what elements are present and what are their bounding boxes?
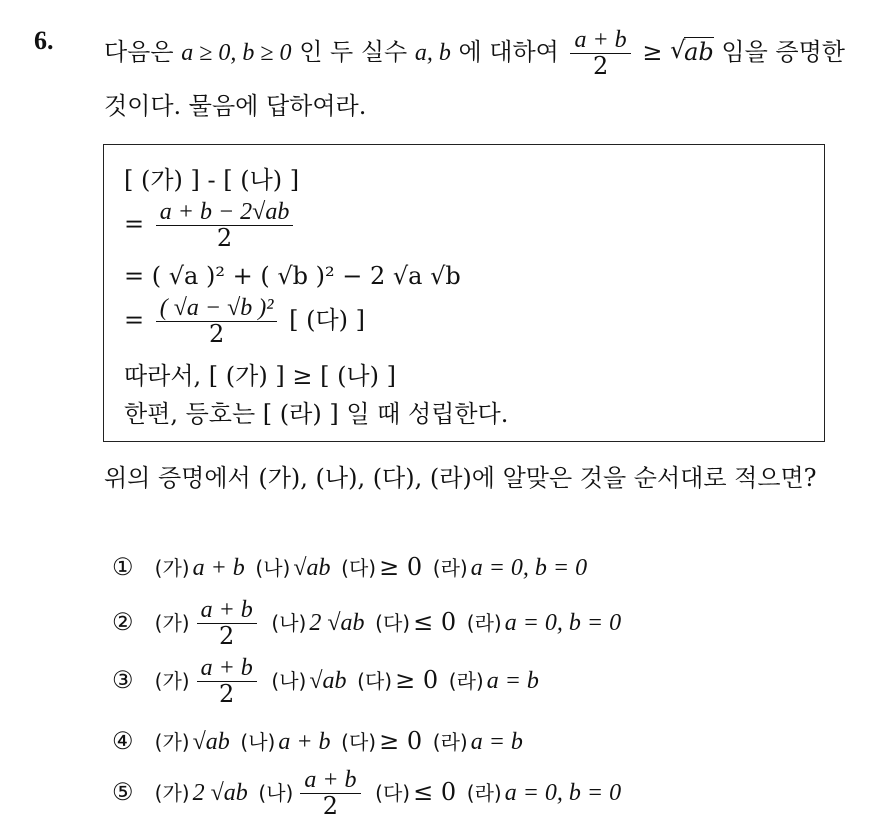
question-prompt: 위의 증명에서 (가), (나), (다), (라)에 알맞은 것을 순서대로 적으면?: [104, 464, 817, 492]
choice-da: ≥ 0: [379, 727, 423, 755]
stem-fraction: [570, 28, 630, 79]
label-ra: (라): [466, 781, 502, 806]
eq-sign: =: [124, 306, 145, 335]
choice-na-num: a + b: [300, 768, 360, 794]
question-stem-line1: [104, 28, 845, 79]
proof-line-5: 따라서, [ (가) ] ≥ [ (나) ]: [124, 362, 396, 390]
stem-text-4: 임을 증명한: [721, 38, 845, 67]
proof-line2-den: 2: [216, 224, 233, 253]
choice-3[interactable]: [112, 656, 539, 707]
label-da: (다): [357, 669, 393, 694]
choice-da: ≤ 0: [413, 608, 457, 637]
sqrt-icon: √: [670, 36, 686, 65]
label-da: (다): [341, 556, 377, 580]
choice-ra: a = 0, b = 0: [470, 555, 588, 581]
label-da: (다): [375, 781, 411, 806]
proof-line4-num: ( √a − √b )²: [156, 296, 278, 322]
label-na: (나): [255, 556, 291, 580]
stem-sqrt: [670, 38, 714, 66]
proof-line-6: 한편, 등호는 [ (라) ] 일 때 성립한다.: [124, 400, 509, 428]
choice-ra: a = b: [486, 668, 539, 695]
label-na: (나): [258, 781, 294, 806]
choice-na: √ab: [293, 555, 331, 581]
stem-text-3: 에 대하여: [458, 38, 559, 67]
label-ga: (가): [154, 669, 190, 694]
choice-na: √ab: [309, 668, 347, 695]
choice-da: ≥ 0: [379, 553, 423, 581]
choice-na: 2 √ab: [309, 610, 365, 637]
stem-sqrt-radicand: ab: [684, 38, 714, 67]
stem-geq: ≥: [642, 38, 663, 67]
choice-ga-num: a + b: [197, 656, 257, 682]
proof-blank-da: [ (다) ]: [289, 306, 366, 335]
label-da: (다): [341, 730, 377, 754]
choice-ga: √ab: [192, 729, 230, 755]
proof-line-1: [ (가) ] - [ (나) ]: [124, 166, 300, 194]
label-na: (나): [271, 669, 307, 694]
choice-na-den: 2: [322, 792, 339, 821]
choice-ga: 2 √ab: [192, 780, 248, 807]
proof-line4-fraction: [156, 296, 278, 347]
choice-ga-den: 2: [219, 680, 235, 709]
label-ra: (라): [432, 556, 468, 580]
choice-number: ③: [112, 666, 134, 695]
choice-ra: a = 0, b = 0: [504, 610, 622, 637]
question-stem-line2: 것이다. 물음에 답하여라.: [104, 92, 367, 120]
label-ra: (라): [466, 611, 502, 636]
proof-line3-expr: ( √a )² + ( √b )² − 2 √a √b: [151, 262, 461, 290]
label-ga: (가): [154, 611, 190, 636]
choice-ga-fraction: [197, 598, 257, 649]
label-ga: (가): [154, 556, 190, 580]
proof-line-3: [124, 262, 461, 290]
choice-da: ≥ 0: [395, 666, 439, 695]
choice-5[interactable]: [112, 768, 621, 819]
stem-fraction-den: 2: [592, 52, 609, 81]
proof-line2-fraction: [156, 200, 294, 251]
label-na: (나): [271, 611, 307, 636]
choice-na: a + b: [278, 729, 331, 755]
proof-line-4: [124, 296, 365, 347]
stem-condition: a ≥ 0, b ≥ 0: [181, 40, 292, 67]
stem-vars: a, b: [414, 40, 451, 67]
choice-2[interactable]: [112, 598, 621, 649]
eq-sign: =: [124, 262, 145, 290]
choice-1[interactable]: [112, 552, 587, 582]
choice-ga-den: 2: [219, 622, 235, 651]
choice-ga-fraction: [197, 656, 257, 707]
stem-fraction-num: a + b: [570, 28, 630, 54]
stem-text-1: 다음은: [104, 38, 174, 67]
proof-line-2: [124, 200, 297, 251]
choice-4[interactable]: [112, 726, 523, 756]
choice-ra: a = b: [470, 729, 523, 755]
proof-line2-num: a + b − 2√ab: [156, 200, 294, 226]
label-ra: (라): [432, 730, 468, 754]
question-number: 6.: [34, 26, 54, 55]
label-ra: (라): [448, 669, 484, 694]
choice-number: ②: [112, 608, 134, 637]
choice-number: ①: [112, 553, 134, 581]
choice-ga-num: a + b: [197, 598, 257, 624]
label-da: (다): [375, 611, 411, 636]
stem-text-2: 인 두 실수: [299, 38, 408, 67]
eq-sign: =: [124, 210, 145, 239]
choice-ga: a + b: [192, 555, 245, 581]
choice-number: ⑤: [112, 778, 134, 807]
choice-na-fraction: [300, 768, 360, 819]
label-ga: (가): [154, 781, 190, 806]
choice-da: ≤ 0: [413, 778, 457, 807]
label-na: (나): [240, 730, 276, 754]
choice-ra: a = 0, b = 0: [504, 780, 622, 807]
choice-number: ④: [112, 727, 134, 755]
label-ga: (가): [154, 730, 190, 754]
proof-line4-den: 2: [208, 320, 225, 349]
